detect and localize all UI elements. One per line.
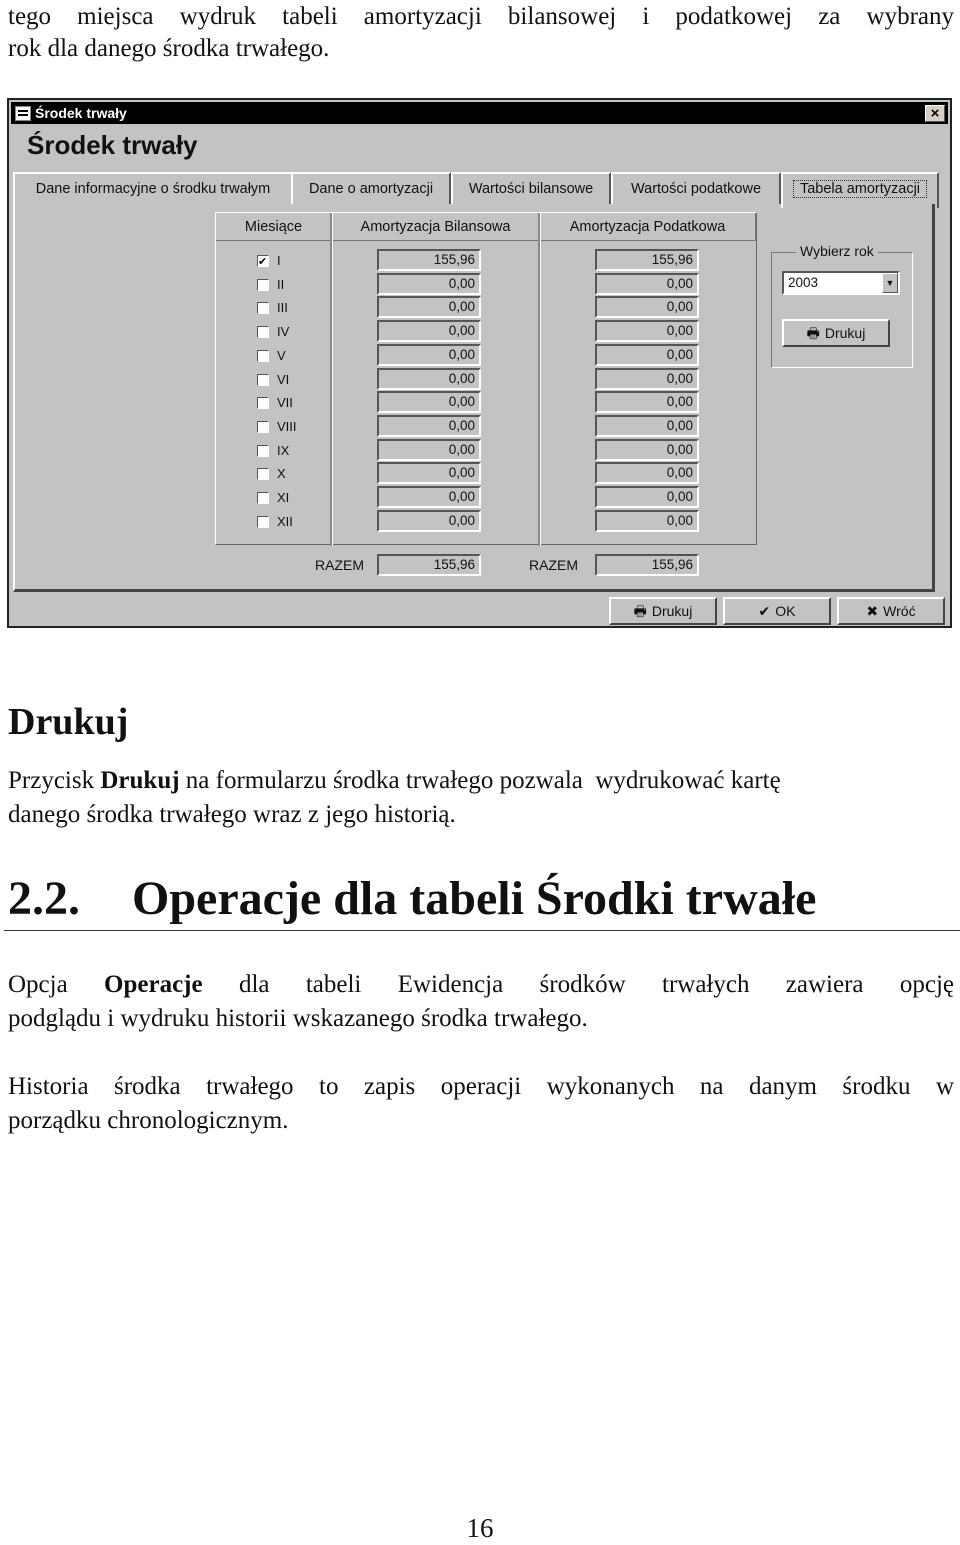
month-checkbox[interactable] [257, 279, 269, 291]
history-paragraph-line-2: porządku chronologicznym. [8, 1107, 289, 1134]
back-button[interactable] [837, 597, 945, 625]
year-group-legend: Wybierz rok [796, 243, 878, 259]
month-label: X [277, 466, 286, 481]
month-checkbox[interactable] [257, 492, 269, 504]
month-checkbox[interactable] [257, 445, 269, 457]
col-header-months: Miesiące [216, 213, 332, 241]
tab-depreciation-data[interactable] [291, 172, 451, 204]
section-heading [4, 870, 960, 931]
close-icon[interactable]: × [925, 105, 945, 122]
column-divider [538, 213, 541, 546]
window-icon [15, 106, 31, 121]
window-title: Środek trwały [35, 105, 127, 121]
balance-value-field[interactable]: 0,00 [377, 320, 481, 342]
operations-paragraph-line-2: podglądu i wydruku historii wskazanego środka trwałego. [8, 1005, 588, 1032]
month-label: IX [277, 443, 290, 458]
section-title: Operacje dla tabeli Środki trwałe [132, 872, 817, 925]
drukuj-paragraph-line-2: danego środka trwałego wraz z jego historią. [8, 801, 456, 828]
month-checkbox[interactable] [257, 326, 269, 338]
col-header-tax: Amortyzacja Podatkowa [540, 213, 756, 241]
month-checkbox[interactable] [257, 255, 269, 267]
month-checkbox[interactable] [257, 397, 269, 409]
form-title: Środek trwały [27, 130, 198, 160]
month-label: V [277, 348, 286, 363]
tax-value-field[interactable]: 0,00 [595, 486, 699, 508]
column-divider [330, 213, 333, 546]
balance-value-field[interactable]: 0,00 [377, 510, 481, 532]
month-label: III [277, 300, 288, 315]
tab-label: Wartości bilansowe [468, 181, 594, 197]
balance-total-label: RAZEM [315, 557, 364, 573]
tax-value-field[interactable]: 0,00 [595, 273, 699, 295]
fixed-asset-window [7, 98, 952, 628]
print-button-label: Drukuj [651, 603, 693, 619]
section-number: 2.2. [8, 872, 80, 925]
balance-value-field[interactable]: 0,00 [377, 296, 481, 318]
tab-label: Wartości podatkowe [630, 181, 762, 197]
history-paragraph-line-1: Historia środka trwałego to zapis operacji wykonanych na danym środku w [8, 1073, 954, 1100]
tax-value-field[interactable]: 0,00 [595, 320, 699, 342]
balance-value-field[interactable]: 0,00 [377, 273, 481, 295]
month-label: I [277, 253, 281, 268]
drukuj-paragraph-line-1 [8, 764, 954, 798]
print-button[interactable] [609, 597, 717, 625]
intro-line-1: tego miejsca wydruk tabeli amortyzacji bilansowej i podatkowej za wybrany [8, 3, 954, 30]
tax-value-field[interactable]: 155,96 [595, 249, 699, 271]
tax-value-field[interactable]: 0,00 [595, 344, 699, 366]
text-run: na formularzu środka trwałego pozwala wydrukować kartę [179, 767, 781, 794]
tab-tax-values[interactable] [611, 172, 781, 204]
tab-label: Tabela amortyzacji [793, 180, 927, 198]
month-label: VII [277, 395, 293, 410]
checkmark-icon: ✔ [758, 603, 771, 619]
year-select[interactable] [782, 271, 900, 295]
text-run: Opcja [8, 971, 105, 998]
month-checkbox[interactable] [257, 468, 269, 480]
ok-button-label: OK [775, 603, 796, 619]
month-checkbox[interactable] [257, 374, 269, 386]
window-titlebar [11, 102, 948, 124]
tax-value-field[interactable]: 0,00 [595, 462, 699, 484]
bold-term: Operacje [104, 971, 203, 998]
chevron-down-icon[interactable]: ▼ [882, 273, 898, 293]
tab-balance-values[interactable] [451, 172, 611, 204]
balance-value-field[interactable]: 0,00 [377, 344, 481, 366]
month-label: VIII [277, 419, 297, 434]
col-header-balance: Amortyzacja Bilansowa [332, 213, 540, 241]
tab-asset-info[interactable] [13, 172, 293, 204]
text-run: Przycisk [8, 767, 101, 794]
tax-value-field[interactable]: 0,00 [595, 415, 699, 437]
tax-value-field[interactable]: 0,00 [595, 296, 699, 318]
year-print-button[interactable] [782, 319, 890, 347]
month-checkbox[interactable] [257, 302, 269, 314]
month-checkbox[interactable] [257, 421, 269, 433]
tab-bar [13, 172, 939, 206]
month-label: IV [277, 324, 290, 339]
balance-value-field[interactable]: 0,00 [377, 462, 481, 484]
year-select-value: 2003 [788, 275, 819, 290]
operations-paragraph-line-1 [8, 968, 954, 1002]
balance-total-field: 155,96 [377, 554, 481, 576]
tab-label: Dane informacyjne o środku trwałym [35, 181, 271, 197]
month-label: VI [277, 372, 290, 387]
year-print-label: Drukuj [824, 325, 866, 341]
back-button-label: Wróć [883, 603, 916, 619]
month-label: II [277, 277, 285, 292]
tax-total-label: RAZEM [529, 557, 578, 573]
tax-value-field[interactable]: 0,00 [595, 510, 699, 532]
balance-value-field[interactable]: 0,00 [377, 486, 481, 508]
month-label: XI [277, 490, 290, 505]
year-groupbox [771, 243, 913, 368]
intro-line-2: rok dla danego środka trwałego. [8, 35, 330, 62]
month-checkbox[interactable] [257, 350, 269, 362]
text-run: dla tabeli Ewidencja środków trwałych zawiera opcję [202, 971, 954, 998]
month-label: XII [277, 514, 293, 529]
tax-value-field[interactable]: 0,00 [595, 391, 699, 413]
tab-label: Dane o amortyzacji [308, 181, 434, 197]
page-number: 16 [466, 1513, 494, 1543]
printer-icon: 🖶 [806, 325, 820, 341]
cross-icon: ✖ [866, 603, 879, 619]
month-checkbox[interactable] [257, 516, 269, 528]
balance-value-field[interactable]: 0,00 [377, 415, 481, 437]
drukuj-heading: Drukuj [8, 701, 129, 743]
ok-button[interactable] [723, 597, 831, 625]
printer-icon: 🖶 [633, 603, 647, 619]
tab-depreciation-table[interactable] [781, 172, 939, 208]
balance-value-field[interactable]: 155,96 [377, 249, 481, 271]
balance-value-field[interactable]: 0,00 [377, 439, 481, 461]
tax-total-field: 155,96 [595, 554, 699, 576]
tax-value-field[interactable]: 0,00 [595, 368, 699, 390]
tax-value-field[interactable]: 0,00 [595, 439, 699, 461]
balance-value-field[interactable]: 0,00 [377, 391, 481, 413]
balance-value-field[interactable]: 0,00 [377, 368, 481, 390]
bold-term: Drukuj [100, 767, 180, 794]
